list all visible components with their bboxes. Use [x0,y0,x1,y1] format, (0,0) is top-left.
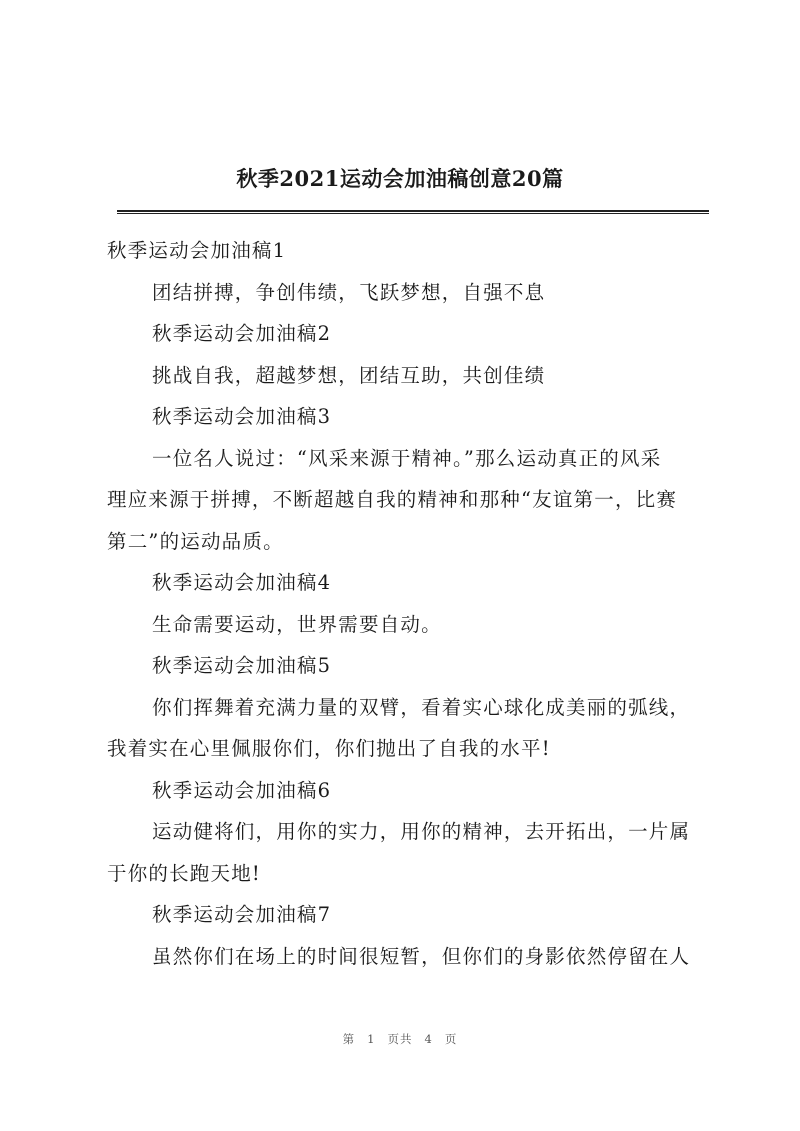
paragraph-line: 挑战自我，超越梦想，团结互助，共创佳绩 [152,363,546,387]
footer-label-page: 第 [342,1032,356,1046]
footer-total-pages: 4 [424,1032,433,1046]
document-title: 秋季2021运动会加油稿创意20篇 [236,166,564,191]
section-heading: 秋季运动会加油稿1 [107,239,287,262]
section-heading: 秋季运动会加油稿4 [152,571,332,594]
document-body [107,230,711,977]
footer-label-of: 页共 [387,1032,413,1046]
section-heading: 秋季运动会加油稿2 [152,322,332,345]
section-heading: 秋季运动会加油稿7 [152,903,332,926]
paragraph-line: 我着实在心里佩服你们，你们抛出了自我的水平! [107,737,551,760]
paragraph-line: 你们挥舞着充满力量的双臂，看着实心球化成美丽的弧线， [152,695,691,719]
section-heading: 秋季运动会加油稿6 [152,778,332,802]
paragraph-line: 理应来源于拼搏，不断超越自我的精神和那种“友谊第一，比赛 [107,488,678,511]
page-footer [0,1031,800,1047]
paragraph-line: 一位名人说过：“风采来源于精神。”那么运动真正的风采 [152,446,662,470]
paragraph-line: 于你的长跑天地! [107,861,261,885]
paragraph-line: 运动健将们，用你的实力，用你的精神，去开拓出，一片属 [152,820,691,843]
footer-current-page: 1 [367,1032,376,1046]
paragraph-line: 生命需要运动，世界需要自动。 [152,612,442,636]
paragraph-line: 团结拼搏，争创伟绩，飞跃梦想，自强不息 [152,280,546,304]
section-heading: 秋季运动会加油稿3 [152,405,332,428]
paragraph-line: 第二”的运动品质。 [107,529,284,553]
paragraph-line: 虽然你们在场上的时间很短暂，但你们的身影依然停留在人 [152,944,691,968]
title-divider [117,210,709,214]
section-heading: 秋季运动会加油稿5 [152,654,332,677]
footer-label-pages: 页 [444,1032,458,1046]
